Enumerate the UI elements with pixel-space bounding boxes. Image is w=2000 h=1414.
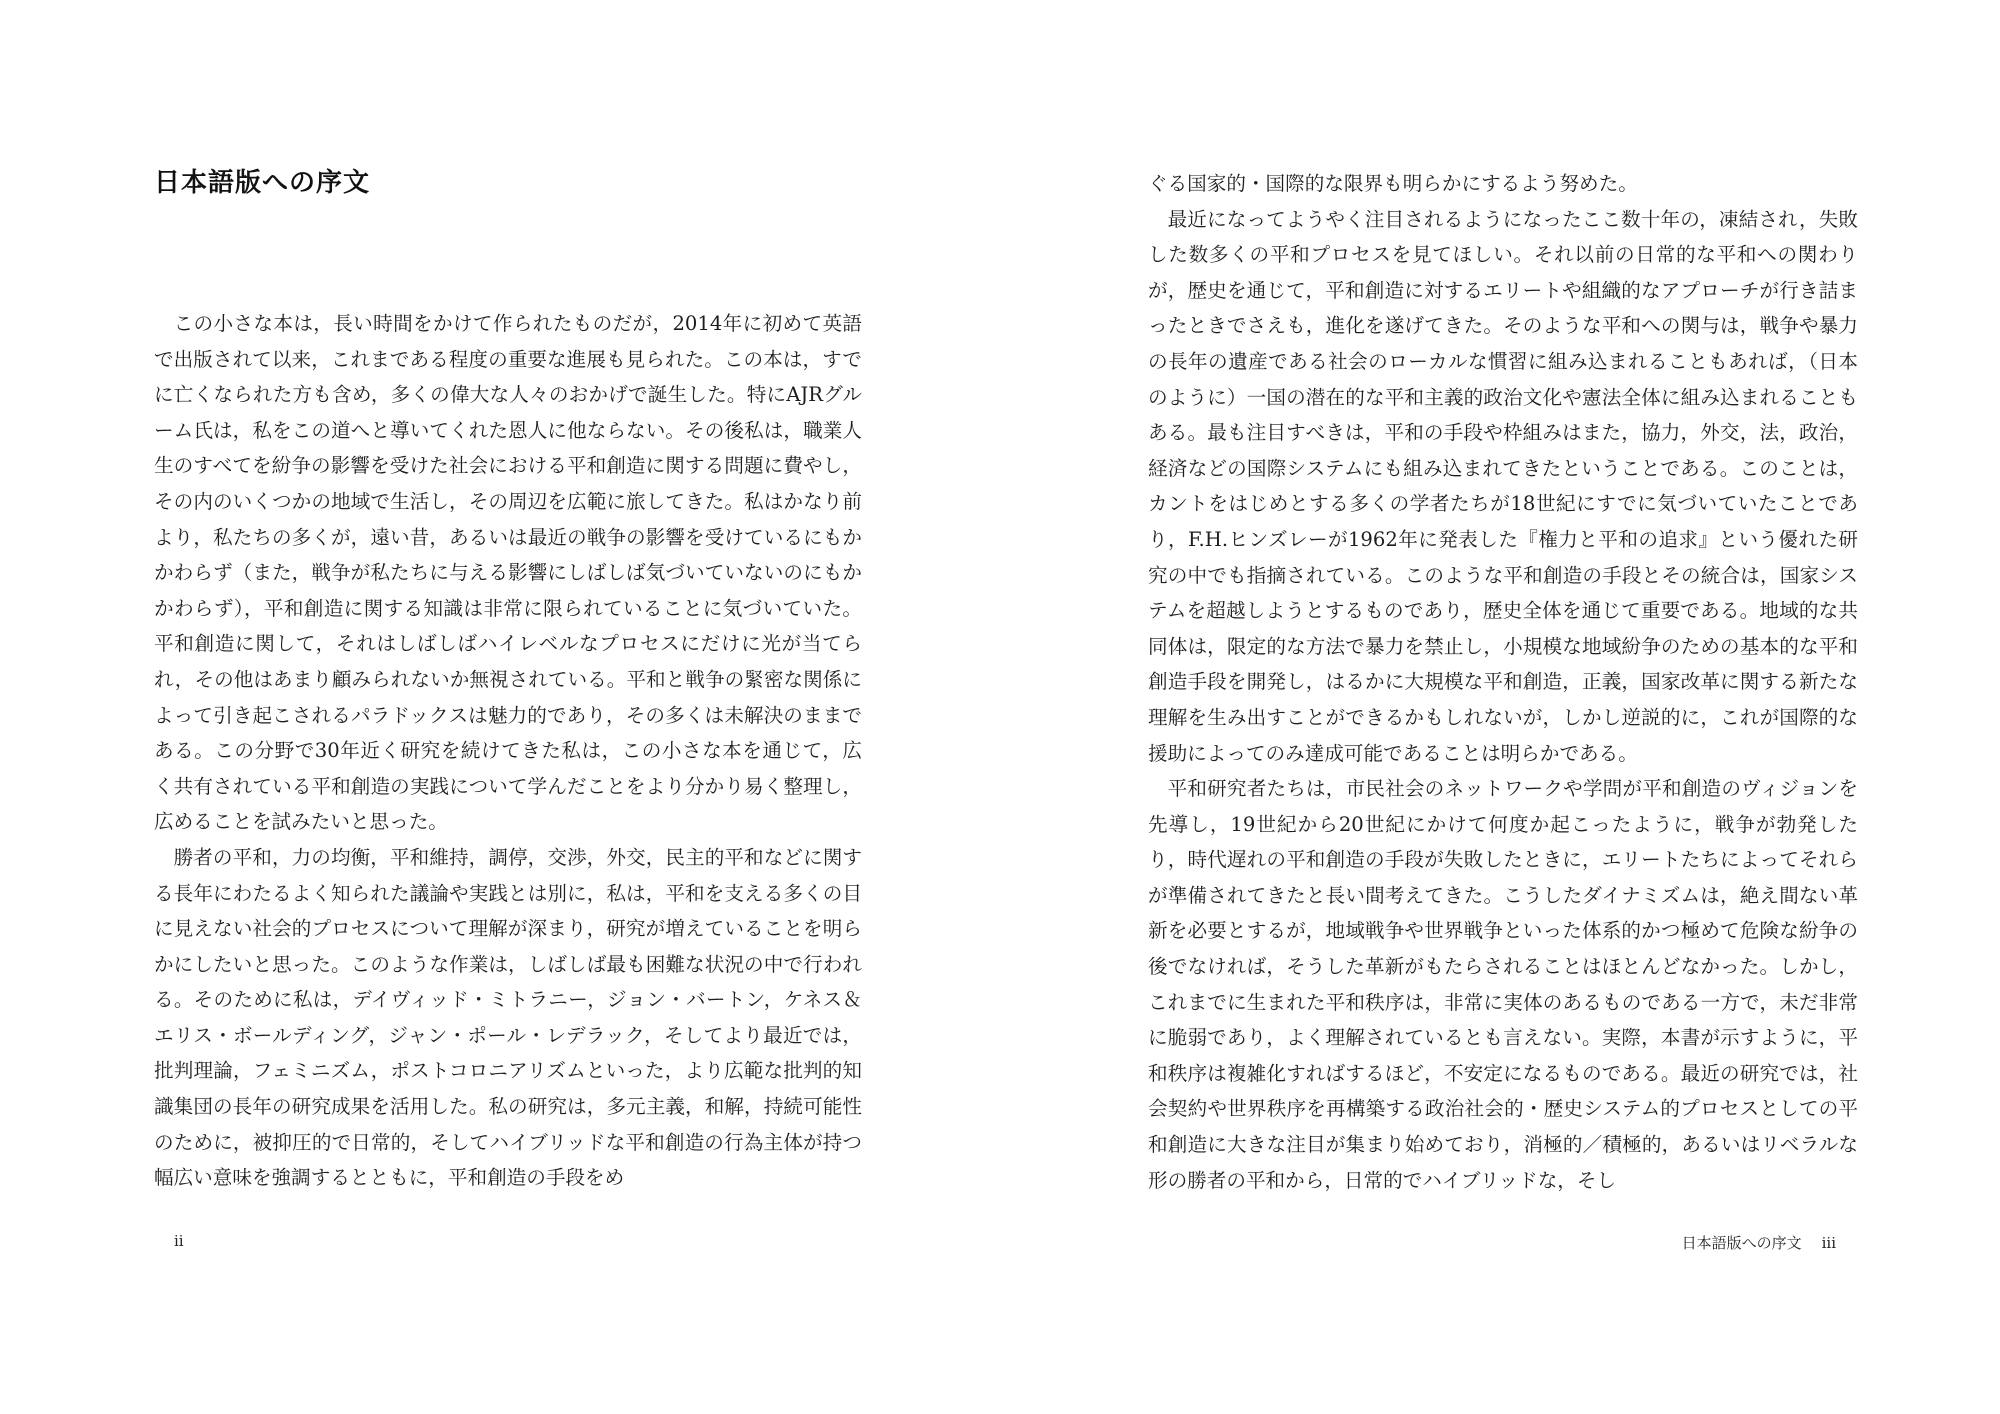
right-footer: [1682, 1232, 1836, 1253]
left-paragraph-2: 勝者の平和，力の均衡，平和維持，調停，交渉，外交，民主的平和などに関する長年にわたるよく知られた議論や実践とは別に，私は，平和を支える多くの目に見えない社会的プロセスについて理解が深まり，研究が増えていることを明らかにしたいと思った。このような作業は，しばしば最も困難な状況の中で行われる。そのために私は，デイヴィッド・ミトラニー，ジョン・バートン，ケネス＆エリス・ボールディング，ジャン・ポール・レデラック，そしてより最近では，批判理論，フェミニズム，ポストコロニアリズムといった，より広範な批判的知識集団の長年の研究成果を活用した。私の研究は，多元主義，和解，持続可能性のために，被抑圧的で日常的，そしてハイブリッドな平和創造の行為主体が持つ幅広い意味を強調するとともに，平和創造の手段をめ: [154, 845, 862, 1190]
chapter-title: 日本語版への序文: [154, 168, 371, 198]
page-number-right: iii: [1821, 1234, 1836, 1252]
left-page-body: [154, 306, 862, 1196]
right-paragraph-2: 最近になってようやく注目されるようになったここ数十年の，凍結され，失敗した数多くの平和プロセスを見てほしい。それ以前の日常的な平和への関わりが，歴史を通じて，平和創造に対するエリートや組織的なアプローチが行き詰まったときでさえも，進化を遂げてきた。そのような平和への関与は，戦争や暴力の長年の遺産である社会のローカルな慣習に組み込まれることもあれば，（日本のように）一国の潜在的な平和主義的政治文化や憲法全体に組み込まれることもある。最も注目すべきは，平和の手段や枠組みはまた，協力，外交，法，政治，経済などの国際システムにも組み込まれてきたということである。このことは，カントをはじめとする多くの学者たちが18世紀にすでに気づいていたことであり，F.H.ヒンズレーが1962年に発表した『権力と平和の追求』という優れた研究の中でも指摘されている。このような平和創造の手段とその統合は，国家システムを超越しようとするものであり，歴史全体を通じて重要である。地域的な共同体は，限定的な方法で暴力を禁止し，小規模な地域紛争のための基本的な平和創造手段を開発し，はるかに大規模な平和創造，正義，国家改革に関する新たな理解を生み出すことができるかもしれないが，しかし逆説的に，これが国際的な援助によってのみ達成可能であることは明らかである。: [1148, 207, 1858, 765]
left-paragraph-1: この小さな本は，長い時間をかけて作られたものだが，2014年に初めて英語で出版されて以来，これまである程度の重要な進展も見られた。この本は，すでに亡くなられた方も含め，多くの偉大な人々のおかげで誕生した。特にAJRグルーム氏は，私をこの道へと導いてくれた恩人に他ならない。その後私は，職業人生のすべてを紛争の影響を受けた社会における平和創造に関する問題に費やし，その内のいくつかの地域で生活し，その周辺を広範に旅してきた。私はかなり前より，私たちの多くが，遠い昔，あるいは最近の戦争の影響を受けているにもかかわらず（また，戦争が私たちに与える影響にしばしば気づいていないのにもかかわらず），平和創造に関する知識は非常に限られていることに気づいていた。平和創造に関して，それはしばしばハイレベルなプロセスにだけに光が当てられ，その他はあまり顧みられないか無視されている。平和と戦争の緊密な関係によって引き起こされるパラドックスは魅力的であり，その多くは未解決のままである。この分野で30年近く研究を続けてきた私は，この小さな本を通じて，広く共有されている平和創造の実践について学んだことをより分かり易く整理し，広めることを試みたいと思った。: [154, 312, 862, 834]
right-paragraph-3: 平和研究者たちは，市民社会のネットワークや学問が平和創造のヴィジョンを先導し，19世紀から20世紀にかけて何度か起こったように，戦争が勃発したり，時代遅れの平和創造の手段が失敗したときに，エリートたちによってそれらが準備されてきたと長い間考えてきた。こうしたダイナミズムは，絶え間ない革新を必要とするが，地域戦争や世界戦争といった体系的かつ極めて危険な紛争の後でなければ，そうした革新がもたらされることはほとんどなかった。しかし，これまでに生まれた平和秩序は，非常に実体のあるものである一方で，未だ非常に脆弱であり，よく理解されているとも言えない。実際，本書が示すように，平和秩序は複雑化すればするほど，不安定になるものである。最近の研究では，社会契約や世界秩序を再構築する政治社会的・歴史システム的プロセスとしての平和創造に大きな注目が集まり始めており，消極的／積極的，あるいはリベラルな形の勝者の平和から，日常的でハイブリッドな，そし: [1148, 777, 1858, 1192]
running-head: 日本語版への序文: [1681, 1234, 1802, 1252]
right-paragraph-continued: ぐる国家的・国際的な限界も明らかにするよう努めた。: [1148, 172, 1638, 195]
page-number-left: ii: [174, 1232, 184, 1250]
right-page-body: [1148, 166, 1858, 1198]
right-page: [1000, 0, 2000, 1414]
